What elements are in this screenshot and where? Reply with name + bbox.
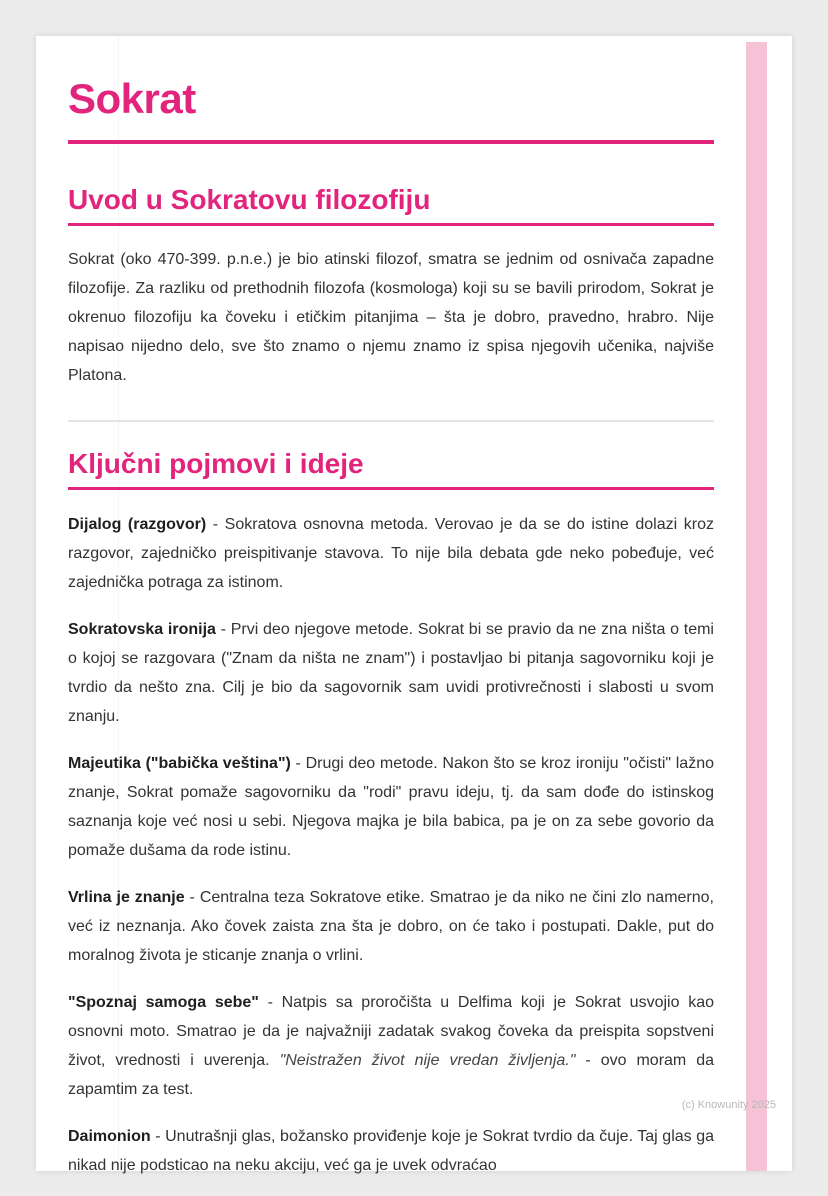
document-content xyxy=(68,36,714,1196)
section-heading-intro: Uvod u Sokratovu filozofiju xyxy=(68,184,431,215)
concept-text: - Centralna teza Sokratove etike. Smatrao je da niko ne čini zlo namerno, već iz neznanja. Ako čovek zaista zna šta je dobro, on će tako i postupati. Dakle, put do moralnog života je sticanje znanja o vrlini. xyxy=(68,889,715,964)
concept-text: - Sokratova osnovna metoda. Verovao je da se do istine dolazi kroz razgovor, zajedničko preispitivanje stavova. To nije bila debata gde neko pobeđuje, već zajednička potraga za istinom. xyxy=(68,516,714,591)
intro-heading-rule xyxy=(68,223,714,226)
concept-paragraph-vrlina xyxy=(68,883,714,970)
concept-term: Vrlina je znanje xyxy=(68,889,185,906)
concept-text-tail: - ovo moram da zapamtim za test. xyxy=(68,1052,715,1098)
copyright-notice: (c) Knowunity 2025 xyxy=(681,1099,776,1111)
concept-quote: "Neistražen život nije vredan življenja." xyxy=(279,1052,576,1069)
concept-text: - Drugi deo metode. Nakon što se kroz ironiju "očisti" lažno znanje, Sokrat pomaže sagovorniku da "rodi" pravu ideju, tj. da sam dođe do istinskog saznanja koje već nosi u sebi. Njegova majka je bila babica, pa je on za sebe govorio da pomaže dušama da rode istinu. xyxy=(68,755,715,859)
page-edge-stripe xyxy=(746,42,767,1171)
concept-paragraph-daimonion xyxy=(68,1122,714,1180)
concept-paragraph-dijalog xyxy=(68,510,714,597)
concept-term: Sokratovska ironija xyxy=(68,621,216,638)
concept-term: Daimonion xyxy=(68,1128,151,1145)
document-page xyxy=(36,36,792,1174)
concept-text: - Natpis sa proročišta u Delfima koji je Sokrat usvojio kao osnovni moto. Smatrao je da je najvažniji zadatak svakog čoveka da preispita sopstveni život, vrednosti i uverenja. xyxy=(68,994,714,1069)
concept-paragraph-majeutika xyxy=(68,749,714,865)
concept-paragraph-spoznaj xyxy=(68,988,714,1104)
concept-text: - Prvi deo njegove metode. Sokrat bi se pravio da ne zna ništa o temi o kojoj se razgovara ("Znam da ništa ne znam") i postavljao bi pitanja sagovorniku koji je tvrdio da nešto zna. Cilj je bio da sagovornik sam uvidi protivrečnosti i slabosti u svom znanju. xyxy=(68,621,714,725)
concept-paragraph-ironija xyxy=(68,615,714,731)
title-rule xyxy=(68,140,714,144)
concept-term: Majeutika ("babička veština") xyxy=(68,755,291,772)
concepts-heading-rule xyxy=(68,487,714,490)
concept-term: "Spoznaj samoga sebe" xyxy=(68,994,259,1011)
concept-text: - Unutrašnji glas, božansko proviđenje koje je Sokrat tvrdio da čuje. Taj glas ga nikad nije podsticao na neku akciju, već ga je uvek odvraćao xyxy=(68,1128,714,1174)
concept-term: Dijalog (razgovor) xyxy=(68,516,207,533)
section-heading-key-concepts: Ključni pojmovi i ideje xyxy=(68,448,364,479)
intro-paragraph: Sokrat (oko 470-399. p.n.e.) je bio atinski filozof, smatra se jednim od osnivača zapadne filozofije. Za razliku od prethodnih filozofa (kosmologa) koji su se bavili prirodom, Sokrat je okrenuo filozofiju ka čoveku i etičkim pitanjima – šta je dobro, pravedno, hrabro. Nije napisao nijedno delo, sve što znamo o njemu znamo iz spisa njegovih učenika, najviše Platona. xyxy=(68,251,714,384)
section-divider xyxy=(68,420,714,422)
page-title: Sokrat xyxy=(68,75,196,122)
